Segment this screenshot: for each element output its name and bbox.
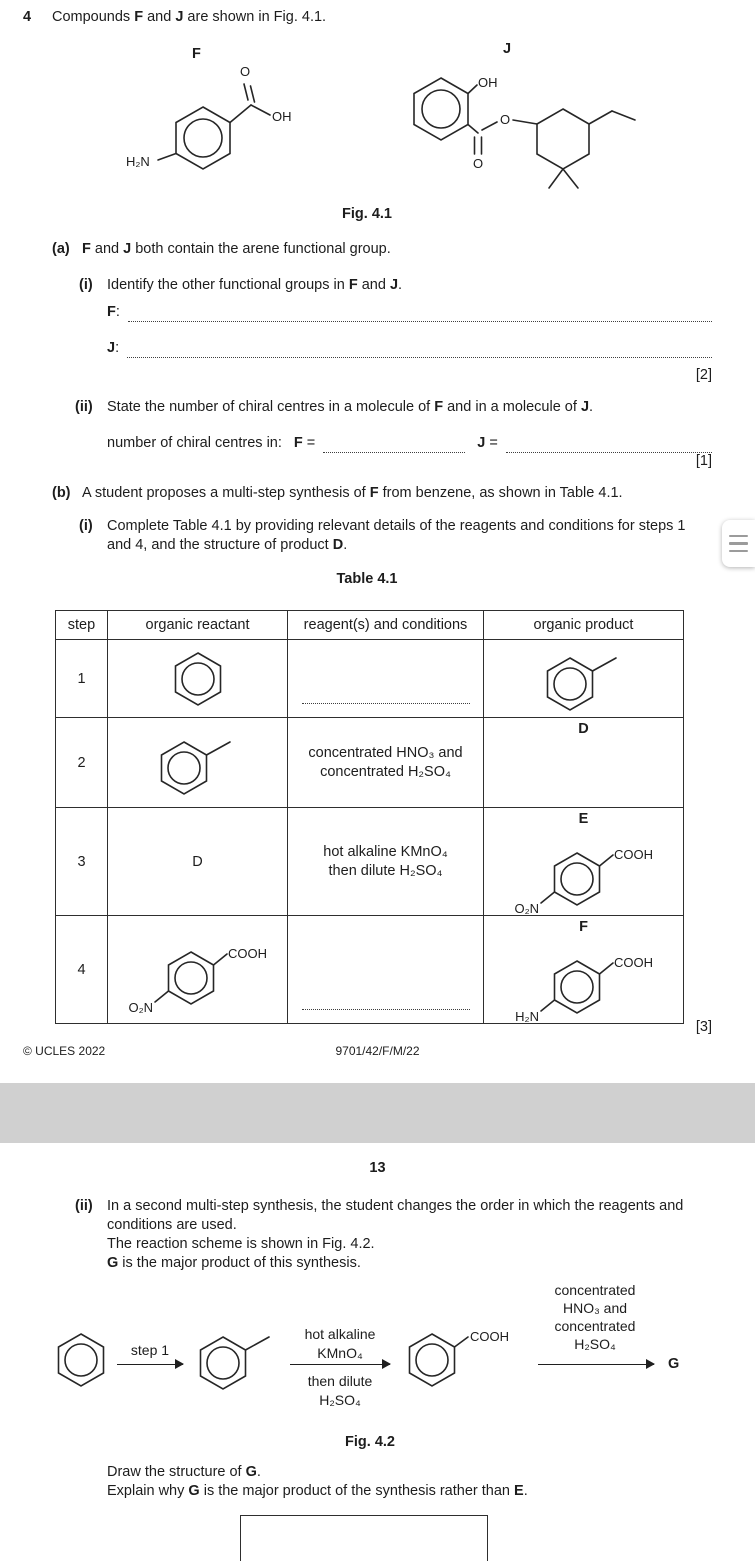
task-explain-g: Explain why G is the major product of the synthesis rather than E. — [107, 1483, 528, 1499]
paper-code: 9701/42/F/M/22 — [335, 1044, 420, 1058]
chiral-f-eq: F = — [293, 435, 316, 451]
benzene-structure — [52, 1331, 110, 1389]
step-3-number: 3 — [56, 808, 108, 916]
table-row-step3 — [56, 808, 684, 916]
step-4-reactant-cell — [108, 916, 288, 1024]
benzene-structure — [169, 650, 227, 708]
table-row-step4 — [56, 916, 684, 1024]
part-a-i-label: (i) — [79, 277, 93, 293]
part-b-ii-text-line2: conditions are used. — [107, 1217, 237, 1233]
cooh-label: COOH — [227, 945, 267, 961]
cooh-label: COOH — [613, 955, 653, 970]
menu-bar — [729, 542, 748, 545]
carbonyl-o-label: O — [239, 64, 251, 79]
marks-a-ii: [1] — [695, 453, 712, 469]
step-1-number: 1 — [56, 640, 108, 718]
side-menu-button[interactable] — [722, 520, 755, 567]
structure-answer-box — [240, 1515, 488, 1561]
step-3-reagents-line1: hot alkaline KMnO₄ — [323, 843, 448, 860]
product-d-label: D — [578, 721, 589, 737]
marks-a-i: [2] — [695, 367, 712, 383]
answer-j-prefix: J: — [107, 340, 120, 356]
arrow-3-reagent-line1: concentrated — [554, 1282, 636, 1298]
cooh-label: COOH — [470, 1329, 509, 1344]
step-4-product-cell — [484, 916, 684, 1024]
answer-line-f — [107, 303, 712, 322]
arrow-2-bottom-labels — [264, 1372, 416, 1410]
task-draw-g: Draw the structure of G. — [107, 1464, 261, 1480]
page-gap — [0, 1083, 755, 1143]
part-b-i-text-line2: and 4, and the structure of product D. — [107, 537, 348, 553]
ester-o-label: O — [499, 112, 511, 127]
part-a-label: (a) — [52, 241, 70, 257]
step-2-reagents-line2: concentrated H₂SO₄ — [320, 763, 451, 780]
step-2-product-cell — [484, 718, 684, 808]
amine-label: H₂N — [126, 154, 150, 169]
part-a-ii-label: (ii) — [75, 399, 93, 415]
header-reagents-conditions: reagent(s) and conditions — [288, 611, 484, 640]
step-1-reagents-cell — [288, 640, 484, 718]
part-b-ii-text-line4: G is the major product of this synthesis. — [107, 1255, 361, 1271]
menu-bar — [729, 535, 748, 538]
answer-line-j — [107, 339, 712, 358]
part-b-label: (b) — [52, 485, 71, 501]
methylbenzene-structure — [154, 730, 242, 796]
arrow-2-condition-line1: then dilute — [307, 1373, 373, 1389]
chiral-centres-answer-line — [107, 434, 712, 453]
table-header-row — [56, 611, 684, 640]
compound-f-label: F — [192, 46, 201, 62]
arrow-3-reagent-line2: HNO₃ and — [562, 1300, 628, 1316]
product-e-label: E — [578, 811, 589, 827]
dotted-answer-line — [323, 436, 465, 453]
phenol-oh-label: OH — [478, 75, 498, 90]
arrow-3-reagent-line4: H₂SO₄ — [574, 1336, 616, 1352]
step-1-reactant-cell — [108, 640, 288, 718]
step-3-reagents-line2: then dilute H₂SO₄ — [328, 862, 443, 879]
part-a-i-text: Identify the other functional groups in F and J. — [107, 277, 403, 293]
step-2-number: 2 — [56, 718, 108, 808]
part-b-text: A student proposes a multi-step synthesis of F from benzene, as shown in Table 4.1. — [82, 485, 623, 501]
chiral-j-eq: J = — [477, 435, 498, 451]
exam-page-13 — [0, 1143, 755, 1561]
part-a-ii-text: State the number of chiral centres in a molecule of F and in a molecule of J. — [107, 399, 594, 415]
arrow-2-reagent-line1: hot alkaline — [304, 1326, 376, 1342]
marks-b-i: [3] — [695, 1019, 712, 1035]
cooh-label: COOH — [613, 847, 653, 862]
menu-bar — [729, 550, 748, 553]
methylbenzene-structure — [540, 646, 628, 712]
aminobenzoic-acid-structure — [499, 935, 669, 1023]
part-b-ii-label: (ii) — [75, 1198, 93, 1214]
question-number: 4 — [23, 9, 32, 25]
compound-j-structure — [398, 54, 653, 219]
question-intro: Compounds F and J are shown in Fig. 4.1. — [52, 9, 327, 25]
nitrobenzoic-acid-structure — [113, 926, 283, 1014]
arrow-3-top-labels — [520, 1281, 670, 1353]
step-3-product-cell — [484, 808, 684, 916]
part-b-i-label: (i) — [79, 518, 93, 534]
product-f-label: F — [579, 919, 588, 935]
reaction-arrow-3 — [538, 1364, 654, 1365]
dotted-answer-line — [128, 305, 712, 322]
amine-label: H₂N — [514, 1009, 539, 1024]
header-step: step — [56, 611, 108, 640]
answer-f-prefix: F: — [107, 304, 120, 320]
benzoic-acid-structure — [400, 1313, 535, 1393]
dotted-answer-line — [302, 1009, 470, 1010]
step-3-reagents-cell — [288, 808, 484, 916]
part-a-text: F and J both contain the arene functional group. — [82, 241, 391, 257]
part-b-i-text-line1: Complete Table 4.1 by providing relevant details of the reagents and conditions for steps 1 — [107, 518, 686, 534]
table-4-1 — [55, 610, 684, 1024]
step-4-reagents-cell — [288, 916, 484, 1024]
ester-carbonyl-o-label: O — [472, 156, 484, 171]
page-number: 13 — [369, 1160, 386, 1176]
fig-4-2-caption: Fig. 4.2 — [345, 1434, 395, 1450]
arrow-2-top-labels — [264, 1325, 416, 1363]
step-1-arrow-label: step 1 — [130, 1342, 170, 1358]
reaction-arrow-1 — [117, 1364, 183, 1365]
arrow-2-reagent-line2: KMnO₄ — [317, 1345, 363, 1361]
header-organic-product: organic product — [484, 611, 684, 640]
step-3-reactant-d: D — [108, 808, 288, 916]
nitro-label: O₂N — [513, 901, 539, 916]
hydroxyl-label: OH — [272, 109, 292, 124]
arrow-3-reagent-line3: concentrated — [554, 1318, 636, 1334]
dotted-answer-line — [127, 341, 712, 358]
step-1-product-cell — [484, 640, 684, 718]
dotted-answer-line — [506, 436, 712, 453]
dotted-answer-line — [302, 703, 470, 704]
nitro-label: O₂N — [127, 999, 153, 1015]
step-2-reactant-cell — [108, 718, 288, 808]
part-b-ii-text-line3: The reaction scheme is shown in Fig. 4.2. — [107, 1236, 375, 1252]
nitrobenzoic-acid-structure — [499, 827, 669, 915]
table-row-step2 — [56, 718, 684, 808]
fig-4-1-caption: Fig. 4.1 — [342, 206, 392, 222]
arrow-2-condition-line2: H₂SO₄ — [319, 1392, 361, 1408]
copyright-notice: © UCLES 2022 — [23, 1044, 106, 1058]
reaction-arrow-2 — [290, 1364, 390, 1365]
step-2-reagents-cell — [288, 718, 484, 808]
header-organic-reactant: organic reactant — [108, 611, 288, 640]
product-g-label: G — [668, 1356, 680, 1372]
compound-f-structure — [118, 58, 292, 188]
step-4-number: 4 — [56, 916, 108, 1024]
table-row-step1 — [56, 640, 684, 718]
step-2-reagents-line1: concentrated HNO₃ and — [308, 744, 463, 761]
table-4-1-title: Table 4.1 — [336, 571, 398, 587]
chiral-prefix: number of chiral centres in: — [107, 435, 282, 451]
part-b-ii-text-line1: In a second multi-step synthesis, the student changes the order in which the reagents and — [107, 1198, 684, 1214]
compound-j-label: J — [503, 41, 512, 57]
